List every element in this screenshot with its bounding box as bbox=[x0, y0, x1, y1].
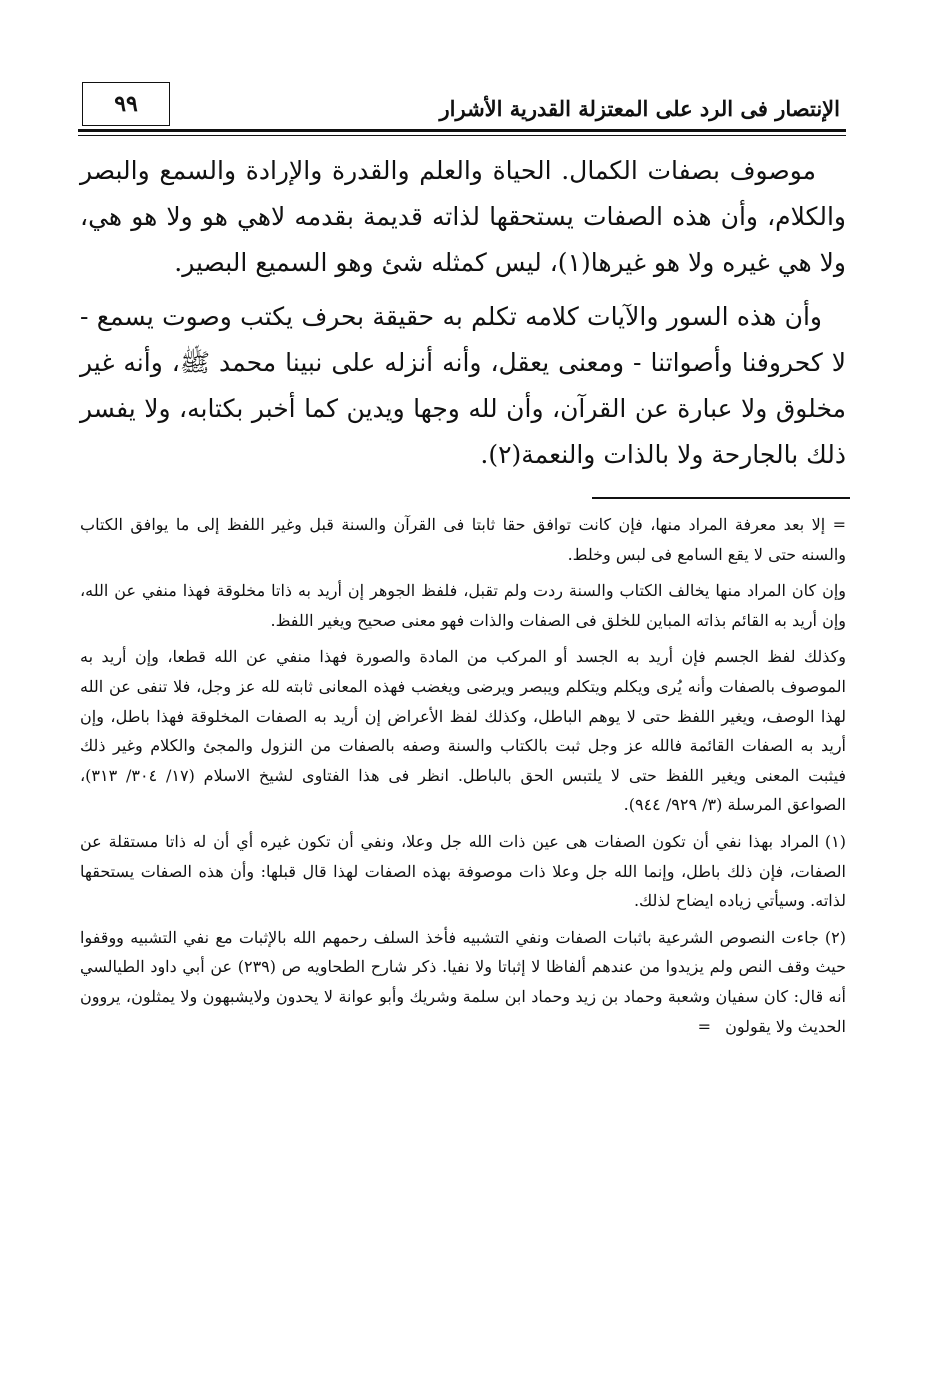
footnote-continuation-3: وكذلك لفظ الجسم فإن أريد به الجسد أو المركب من المادة والصورة فهذا منفي عن الله قطعا، وإن أريد به الموصوف بالصفات وأنه يُرى ويكلم ويتكلم ويبصر ويرضى ويغضب فهذه المعانى ثابته لله عز وجل، فلا تنفى عن الله لهذا الوصف، ويغير اللفظ حتى لا يوهم الباطل، وكذلك لفظ الأعراض إن أريد به الصفات المخلوقة فهذا باطل، وإن أريد به الصفات القائمة فالله عز وجل ثبت بالكتاب والسنة وصفه بالصفات من النزول والمجئ والكلام وغير ذلك فيثبت المعنى ويغير اللفظ حتى لا يلتبس الحق بالباطل. انظر فى هذا الفتاوى لشيخ الاسلام (١٧/ ٣٠٤/ ٣١٣)، الصواعق المرسلة (٣/ ٩٢٩/ ٩٤٤). bbox=[80, 647, 847, 815]
footnote-1 bbox=[80, 827, 846, 916]
footnote-1-marker: (١) bbox=[824, 831, 846, 851]
main-text bbox=[80, 148, 846, 478]
main-paragraph-2: وأن هذه السور والآيات كلامه تكلم به حقيقة بحرف يكتب وصوت يسمع - لا كحروفنا وأصواتنا - ومعنى يعقل، وأنه أنزله على نبينا محمد ﷺ، وأنه غير مخلوق ولا عبارة عن القرآن، وأن لله وجها ويدين كما أخبر بكتابه، ولا يفسر ذلك بالجارحة ولا بالذات والنعمة(٢). bbox=[80, 302, 846, 469]
running-header bbox=[78, 82, 846, 134]
footnotes bbox=[80, 510, 846, 1048]
footnote-2-text: جاءت النصوص الشرعية باثبات الصفات ونفي التشبيه فأخذ السلف رحمهم الله بالإثبات مع نفي التشبيه ووقفوا حيث وقف النص ولم يزيدوا من عندهم ألفاظا لا إثباتا ولا نفيا. ذكر شارح الطحاويه ص (٢٣٩) عن أبي داود الطيالسي أنه قال: كان سفيان وشعبة وحماد بن زيد وحماد ابن سلمة وشريك وأبو عوانة لا يحدون ولايشبهون ولا يمثلون، يروون الحديث ولا يقولون bbox=[80, 927, 846, 1036]
header-rule bbox=[78, 129, 846, 132]
footnote-2 bbox=[80, 923, 846, 1041]
footnote-continuation-2: وإن كان المراد منها يخالف الكتاب والسنة ردت ولم تقبل، فلفظ الجوهر إن أريد به ذاتا مخلوقة فهذا منفي عن الله، وإن أريد به القائم بذاته المباين للخلق فى الصفات والذات فهو معنى صحيح ويغير اللفظ. bbox=[80, 581, 846, 630]
footnote-2-marker: (٢) bbox=[824, 927, 846, 947]
page-number-box bbox=[82, 82, 170, 126]
header-rule-thin bbox=[78, 135, 846, 136]
page-number: ٩٩ bbox=[114, 91, 138, 117]
footnote-2-continuation-mark: = bbox=[697, 1016, 712, 1036]
footnote-separator bbox=[592, 497, 850, 499]
footnote-1-text: المراد بهذا نفي أن تكون الصفات هى عين ذات الله جل وعلا، ونفي أن تكون غيره أي أن له ذاتا مستقلة عن الصفات، فإن ذلك باطل، وإنما الله جل وعلا ذات موصوفة بهذه الصفات لهذا قال قبلها: وأن هذه الصفات يستحقها لذاته. وسيأتي زياده ايضاح لذلك. bbox=[80, 831, 846, 911]
main-paragraph-1: موصوف بصفات الكمال. الحياة والعلم والقدرة والإرادة والسمع والبصر والكلام، وأن هذه الصفات يستحقها لذاته قديمة بقدمه لاهي هو ولا هو هي، ولا هي غيره ولا هو غيرها(١)، ليس كمثله شئ وهو السميع البصير. bbox=[80, 156, 846, 277]
footnote-continuation-1: = إلا بعد معرفة المراد منها، فإن كانت توافق حقا ثابتا فى القرآن والسنة قبل وغير اللفظ إلى ما يوافق الكتاب والسنه حتى لا يقع السامع فى لبس وخلط. bbox=[80, 515, 846, 564]
header-title: الإنتصار فى الرد على المعتزلة القدرية الأشرار bbox=[439, 96, 840, 121]
